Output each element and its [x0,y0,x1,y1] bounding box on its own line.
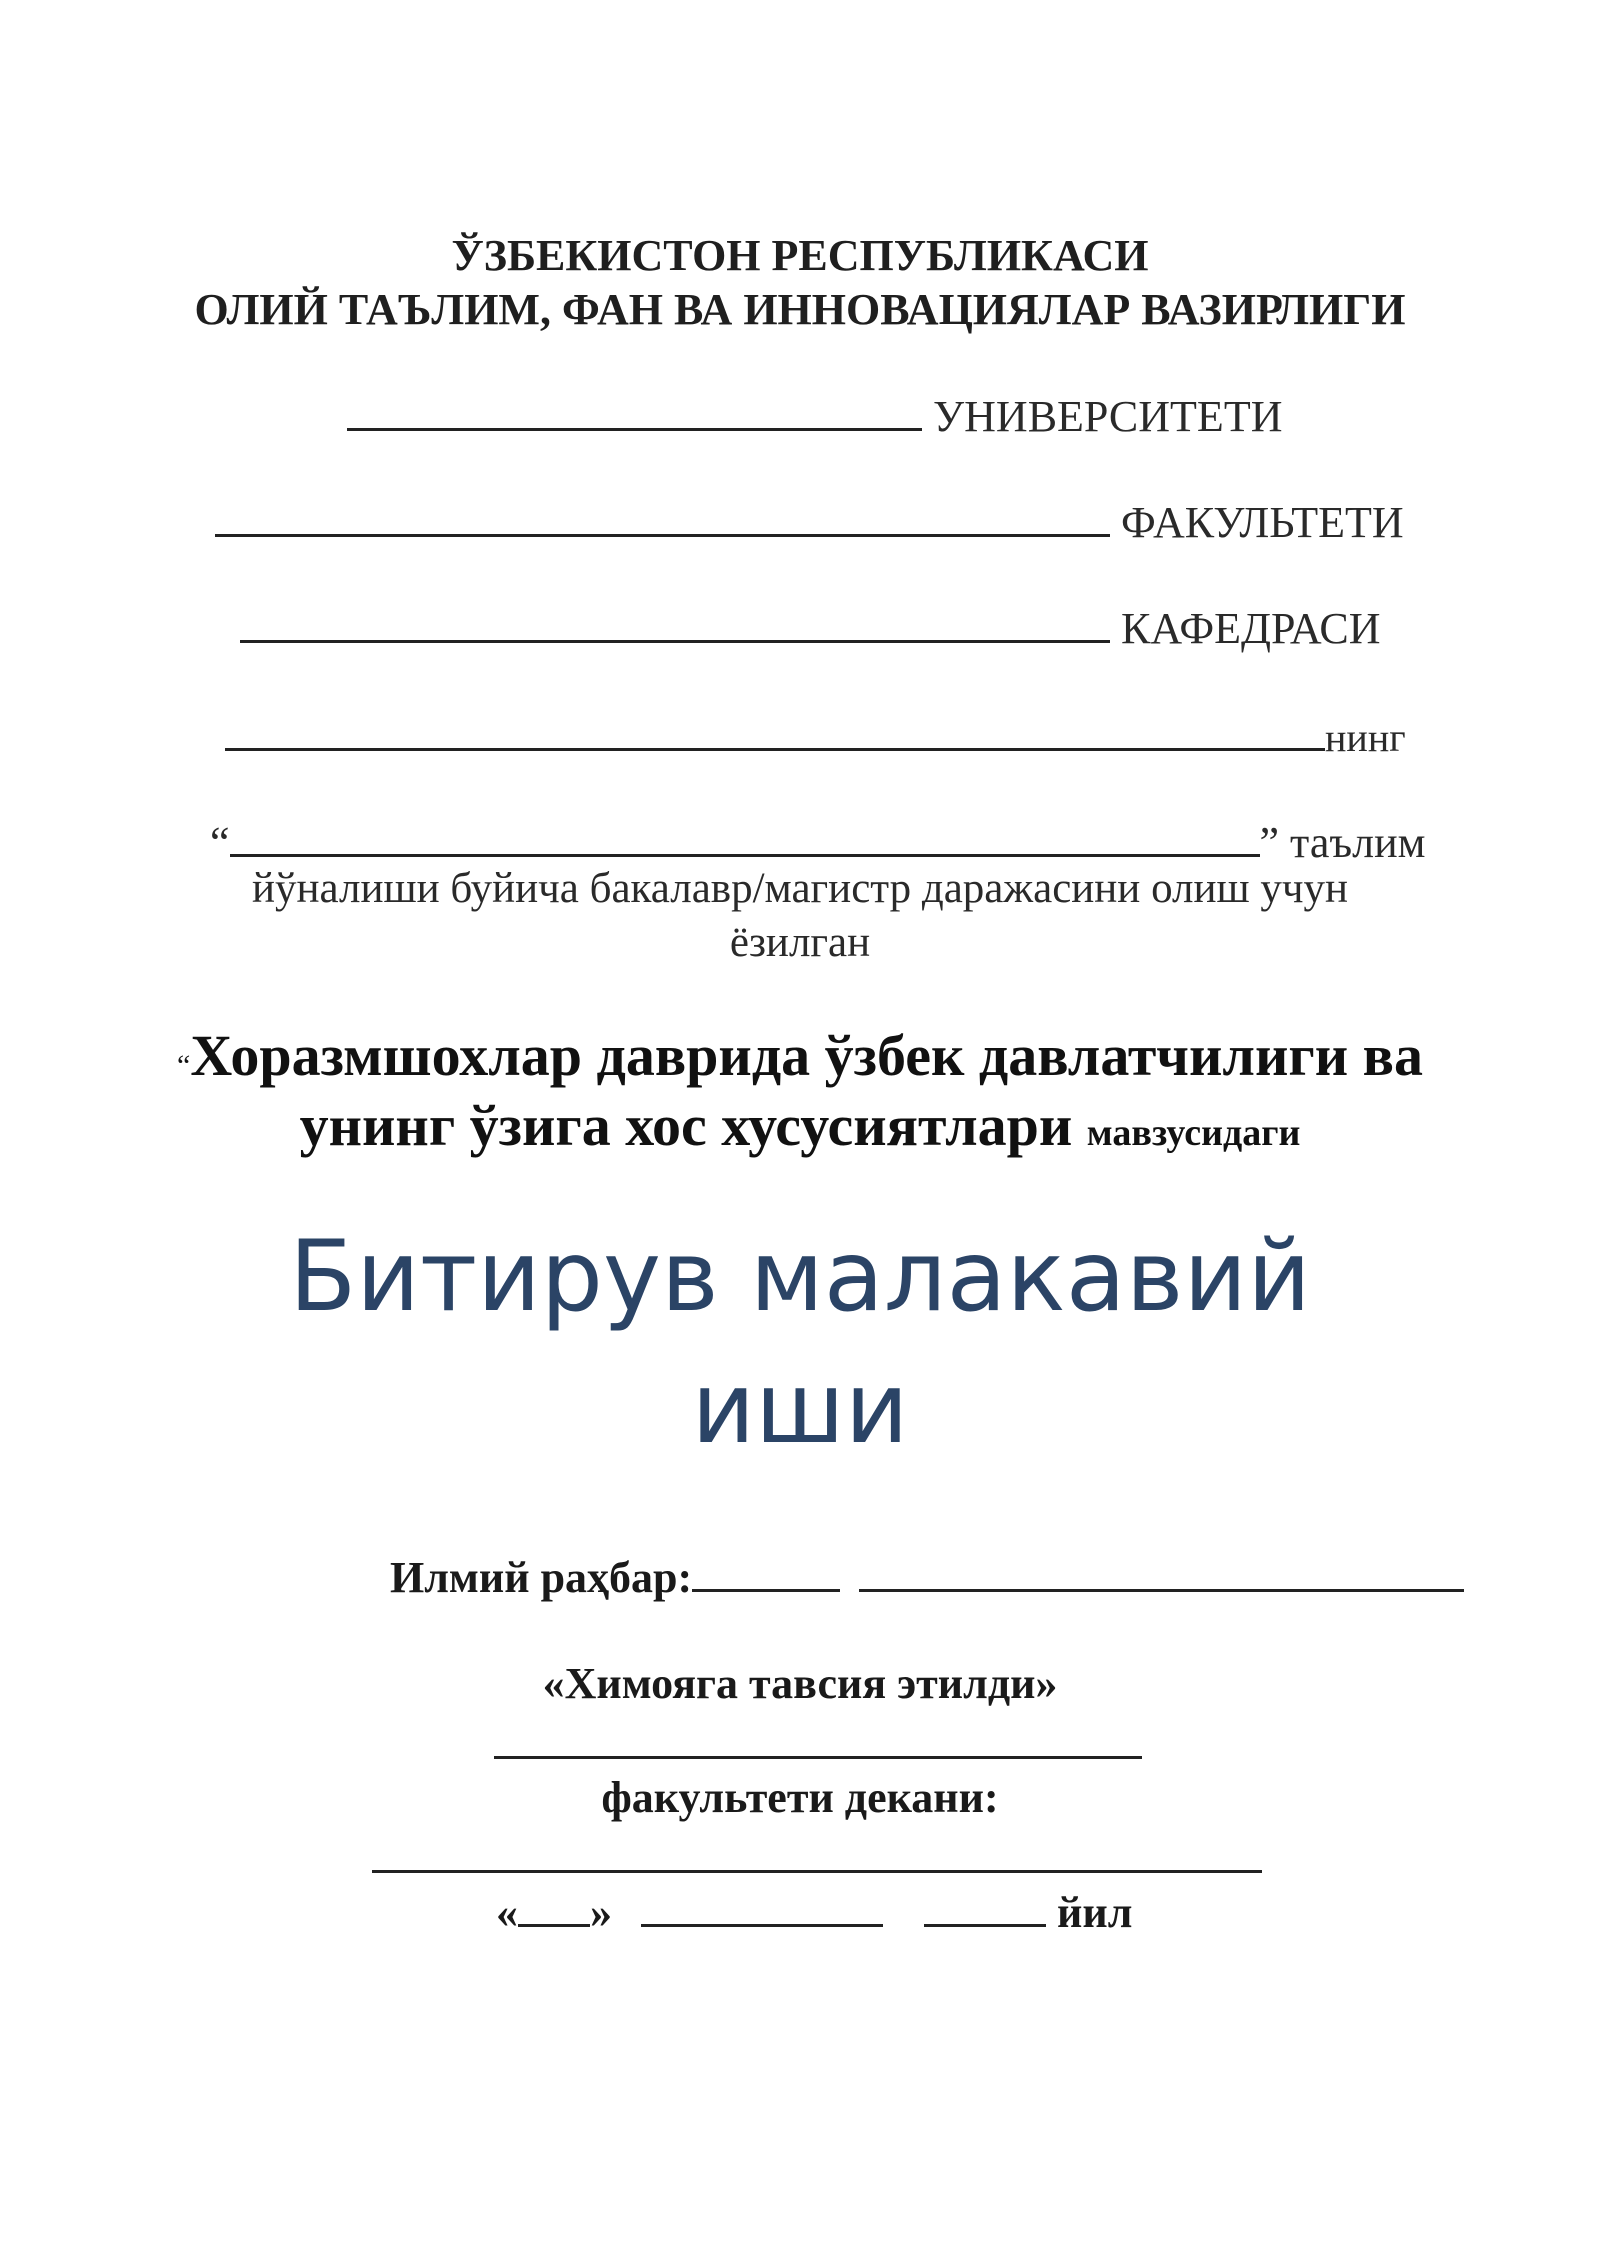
ministry-heading: ОЛИЙ ТАЪЛИМ, ФАН ВА ИННОВАЦИЯЛАР ВАЗИРЛИГИ [194,285,1406,334]
direction-close: ” таълим [1259,818,1426,867]
university-label: УНИВЕРСИТЕТИ [933,392,1283,441]
theme-suffix: мавзусидаги [1086,1112,1301,1154]
date-open-quote: « [496,1888,518,1937]
year-blank[interactable] [924,1880,1046,1927]
supervisor-label: Илмий раҳбар: [390,1553,693,1602]
theme-open-quote: “ [177,1049,191,1082]
dean-name-blank-line [372,1826,1262,1878]
supervisor-line [390,1545,1464,1603]
work-type-line-2: иши [691,1352,909,1466]
work-type-line-1: Битирув малакавий [289,1220,1311,1334]
university-line [347,384,1282,442]
faculty-blank[interactable] [215,490,1110,537]
faculty-line [215,490,1404,548]
theme-line-2 [0,1092,1600,1159]
student-name-blank[interactable] [225,704,1325,751]
year-label: йил [1057,1888,1133,1937]
date-line [496,1880,1132,1938]
theme-text-1: Хоразмшохлар даврида ўзбек давлатчилиги ва [190,1023,1423,1088]
dean-name-blank[interactable] [372,1826,1262,1873]
day-blank[interactable] [518,1880,590,1927]
department-blank[interactable] [240,596,1110,643]
direction-open-quote: “ [210,818,230,867]
department-line [240,596,1381,654]
direction-line [210,810,1425,868]
direction-blank[interactable] [230,810,1260,857]
month-blank[interactable] [641,1880,883,1927]
university-blank[interactable] [347,384,922,431]
student-line [225,704,1406,762]
date-close-quote: » [590,1888,612,1937]
faculty-name-blank-line [494,1712,1142,1764]
supervisor-name-blank[interactable] [859,1545,1464,1592]
purpose-line-1: йўналиши буйича бакалавр/магистр даражасини олиш учун [252,865,1348,912]
department-label: КАФЕДРАСИ [1121,604,1381,653]
faculty-label: ФАКУЛЬТЕТИ [1121,498,1404,547]
theme-line-1 [0,1022,1600,1089]
recommended-label: «Химояга тавсия этилди» [542,1659,1058,1708]
faculty-name-blank[interactable] [494,1712,1142,1759]
dean-label: факультети декани: [601,1773,999,1822]
supervisor-signature-blank[interactable] [692,1545,840,1592]
purpose-line-2: ёзилган [729,919,871,966]
country-heading: ЎЗБЕКИСТОН РЕСПУБЛИКАСИ [451,231,1149,280]
student-suffix: нинг [1325,715,1406,760]
theme-text-2: унинг ўзига хос хусусиятлари [299,1093,1073,1158]
